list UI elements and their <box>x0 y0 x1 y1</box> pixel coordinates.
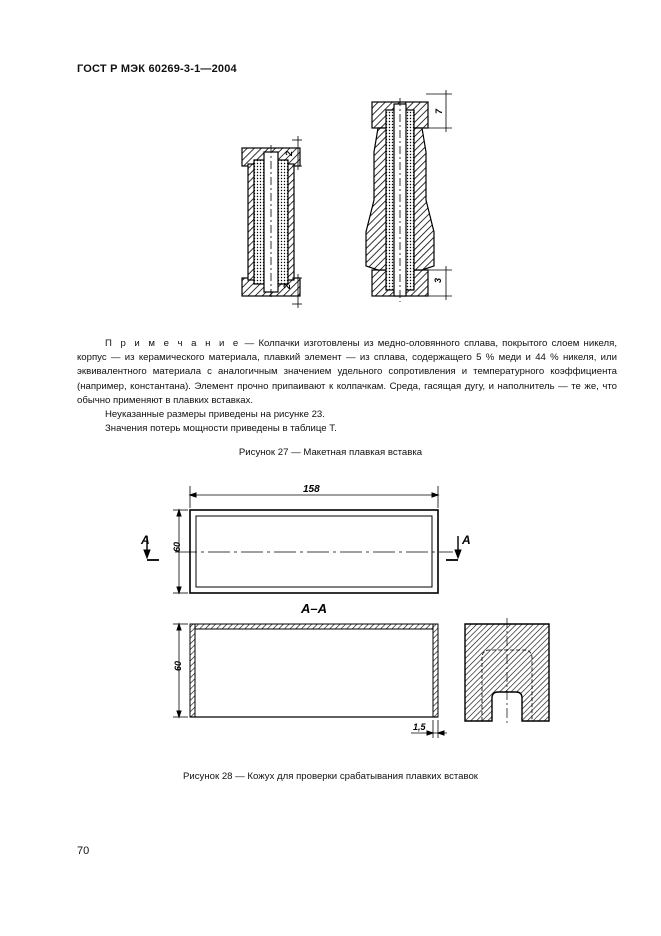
note-line-3: Значения потерь мощности приведены в таблице Т. <box>105 423 337 435</box>
figure-28-drawing <box>135 478 475 743</box>
dim-bottom-left: 2 <box>282 283 292 289</box>
dim-height-top: 60 <box>172 541 182 552</box>
figure-28-caption: Рисунок 28 — Кожух для проверки срабатывания плавких вставок <box>182 771 479 782</box>
small-fuse-section <box>242 145 300 300</box>
dim-top-right: 7 <box>434 108 444 114</box>
large-fuse-section <box>366 98 434 302</box>
figure-28-end-view <box>460 618 560 728</box>
large-fuse-dimensions <box>426 90 452 300</box>
note-text: — Колпачки изготовлены из медно-оловянного сплава, покрытого слоем никеля, корпус — из керамического материала, плавкий элемент — из сплава, содержащего 5 % меди и 44 % никеля, или эквивалентного материала с аналогичным значением удельного сопротивления и температурного коэффициента (например, константана). Элемент прочно припаивают к колпачкам. Среда, гасящая дугу, и наполнитель — те же, что обычно применяют в плавких вставках. <box>77 338 617 406</box>
section-mark-right: A <box>462 533 471 547</box>
dim-height-section: 60 <box>173 660 183 671</box>
top-view <box>144 486 461 593</box>
note-label: П р и м е ч а н и е <box>105 338 241 349</box>
dim-top-left: 2 <box>284 150 294 156</box>
section-mark-left: A <box>141 533 150 547</box>
dim-length: 158 <box>303 484 320 495</box>
dim-thickness: 1,5 <box>413 722 426 732</box>
figure-27-caption: Рисунок 27 — Макетная плавкая вставка <box>238 447 423 458</box>
figure-27-drawing <box>220 90 470 310</box>
section-title: А–А <box>301 601 328 616</box>
note-block <box>77 337 617 436</box>
note-line-2: Неуказанные размеры приведены на рисунке 23. <box>105 409 325 421</box>
section-view <box>173 624 447 738</box>
dim-bottom-right: 3 <box>433 277 443 283</box>
document-header: ГОСТ Р МЭК 60269-3-1—2004 <box>77 63 237 75</box>
page-number: 70 <box>77 845 90 857</box>
